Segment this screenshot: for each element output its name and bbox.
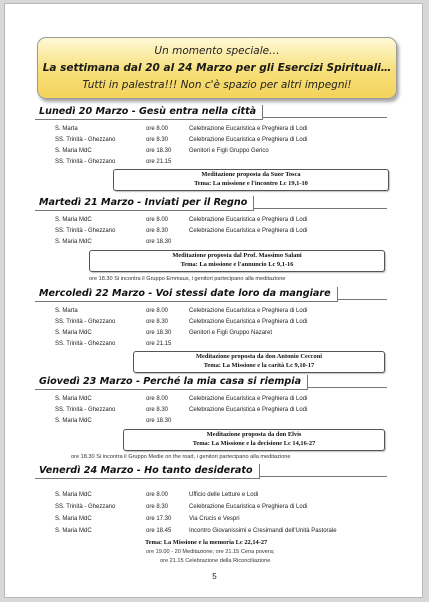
row-time: ore 8.00 [146, 492, 169, 498]
schedule-row [5, 318, 423, 327]
schedule-row [5, 406, 423, 415]
row-time: ore 8.30 [146, 319, 169, 325]
meditation-speaker: Meditazione proposta da Suor Tosca [201, 171, 301, 178]
row-place: S. Maria MdC [55, 330, 92, 336]
meditation-theme: Tema: La Missione e la decisione Lc 14,16-27 [192, 440, 316, 447]
schedule-row [5, 125, 423, 134]
row-event: Genitori e Figli Gruppo Nazaret [189, 330, 273, 336]
schedule-row [5, 491, 423, 500]
schedule-row [5, 515, 423, 524]
row-time: ore 18.45 [146, 528, 172, 534]
banner-line-3: Tutti in palestra!!! Non c'è spazio per altri impegni! [82, 79, 352, 91]
row-place: SS. Trinità - Ghezzano [55, 341, 116, 347]
row-place: SS. Trinità - Ghezzano [55, 159, 116, 165]
day-note: ore 18.30 Si incontra il Gruppo Emmaus, i genitori partecipano alla meditazione [89, 276, 286, 282]
schedule-row [5, 136, 423, 145]
schedule-row [5, 227, 423, 236]
row-event: Via Crucis e Vespri [189, 516, 240, 522]
schedule-row [5, 158, 423, 167]
row-place: SS. Trinità - Ghezzano [55, 137, 116, 143]
page-number: 5 [212, 572, 217, 581]
row-place: S. Maria MdC [55, 528, 92, 534]
row-place: SS. Trinità - Ghezzano [55, 228, 116, 234]
meditation-box [133, 351, 385, 373]
day-note: ore 18.30 Si incontra il Gruppo Medie on the road, i genitori partecipano alla meditazione [71, 454, 291, 460]
day-title: Lunedì 20 Marzo - Gesù entra nella città [35, 105, 263, 120]
meditation-theme: Tema: La Missione e la memoria Lc 22,14-27 [145, 539, 268, 546]
row-place: S. Maria MdC [55, 396, 92, 402]
row-event: Genitori e Figli Gruppo Gerico [189, 148, 269, 154]
row-event: Celebrazione Eucaristica e Preghiera di Lodi [189, 137, 308, 143]
banner-line-2: La settimana dal 20 al 24 Marzo per gli Esercizi Spirituali… [42, 62, 392, 74]
row-time: ore 8.30 [146, 228, 169, 234]
row-time: ore 18.30 [146, 148, 172, 154]
row-place: SS. Trinità - Ghezzano [55, 504, 116, 510]
row-place: SS. Trinità - Ghezzano [55, 319, 116, 325]
row-time: ore 17.30 [146, 516, 172, 522]
day-note: ore 19.00 - 20 Meditazione; ore 21.15 Cena povera; [146, 549, 275, 555]
row-event: Ufficio delle Letture e Lodi [189, 492, 259, 498]
row-place: S. Maria MdC [55, 492, 92, 498]
row-time: ore 21.15 [146, 159, 172, 165]
row-event: Celebrazione Eucaristica e Preghiera di Lodi [189, 396, 308, 402]
row-time: ore 8.30 [146, 407, 169, 413]
row-time: ore 18.30 [146, 239, 172, 245]
meditation-theme: Tema: La Missione e la carità Lc 9,10-17 [203, 362, 315, 369]
row-time: ore 18.30 [146, 418, 172, 424]
row-place: S. Maria MdC [55, 148, 92, 154]
schedule-row [5, 238, 423, 247]
day-title: Martedì 21 Marzo - Inviati per il Regno [35, 196, 254, 211]
row-time: ore 8.30 [146, 137, 169, 143]
row-place: S. Maria MdC [55, 217, 92, 223]
meditation-speaker: Meditazione proposta da don Antonio Cecconi [195, 353, 323, 360]
schedule-row [5, 147, 423, 156]
meditation-theme: Tema: La missione e l'incontro Lc 19,1-10 [194, 180, 308, 187]
day-title: Mercoledì 22 Marzo - Voi stessi date loro da mangiare [35, 287, 338, 302]
document-page [4, 3, 423, 598]
schedule-row [5, 417, 423, 426]
row-time: ore 8.00 [146, 217, 169, 223]
row-place: SS. Trinità - Ghezzano [55, 407, 116, 413]
meditation-box [113, 169, 389, 191]
row-time: ore 8.00 [146, 126, 169, 132]
meditation-speaker: Meditazione proposta da don Elvis [206, 431, 302, 438]
meditation-speaker: Meditazione proposta dal Prof. Massimo Salani [172, 252, 302, 259]
meditation-theme-line [145, 538, 285, 547]
row-place: S. Maria MdC [55, 516, 92, 522]
day-title: Giovedì 23 Marzo - Perché la mia casa si riempia [35, 375, 308, 390]
day-title: Venerdì 24 Marzo - Ho tanto desiderato [35, 464, 260, 479]
schedule-row [5, 527, 423, 536]
row-time: ore 21.15 [146, 341, 172, 347]
row-time: ore 8.00 [146, 396, 169, 402]
schedule-row [5, 307, 423, 316]
schedule-row [5, 340, 423, 349]
row-place: S. Maria MdC [55, 418, 92, 424]
row-place: S. Marta [55, 308, 78, 314]
row-event: Celebrazione Eucaristica e Preghiera di Lodi [189, 319, 308, 325]
meditation-theme: Tema: La missione e l'annuncio Lc 9,1-16 [180, 261, 294, 268]
banner-line-1: Un momento speciale… [154, 45, 280, 57]
row-event: Celebrazione Eucaristica e Preghiera di Lodi [189, 217, 308, 223]
row-place: S. Marta [55, 126, 78, 132]
row-event: Incontro Giovanissimi e Cresimandi dell'Unità Pastorale [189, 528, 337, 534]
row-event: Celebrazione Eucaristica e Preghiera di Lodi [189, 407, 308, 413]
row-place: S. Maria MdC [55, 239, 92, 245]
schedule-row [5, 216, 423, 225]
day-note: ore 21.15 Celebrazione della Riconciliazione [160, 558, 271, 564]
row-event: Celebrazione Eucaristica e Preghiera di Lodi [189, 126, 308, 132]
row-event: Celebrazione Eucaristica e Preghiera di Lodi [189, 228, 308, 234]
row-time: ore 8.00 [146, 308, 169, 314]
announcement-banner [37, 37, 397, 99]
meditation-box [89, 250, 385, 272]
row-time: ore 18.30 [146, 330, 172, 336]
schedule-row [5, 329, 423, 338]
row-event: Celebrazione Eucaristica e Preghiera di Lodi [189, 308, 308, 314]
schedule-row [5, 395, 423, 404]
row-event: Celebrazione Eucaristica e Preghiera di Lodi [189, 504, 308, 510]
row-time: ore 8.30 [146, 504, 169, 510]
meditation-box [123, 429, 385, 451]
schedule-row [5, 503, 423, 512]
